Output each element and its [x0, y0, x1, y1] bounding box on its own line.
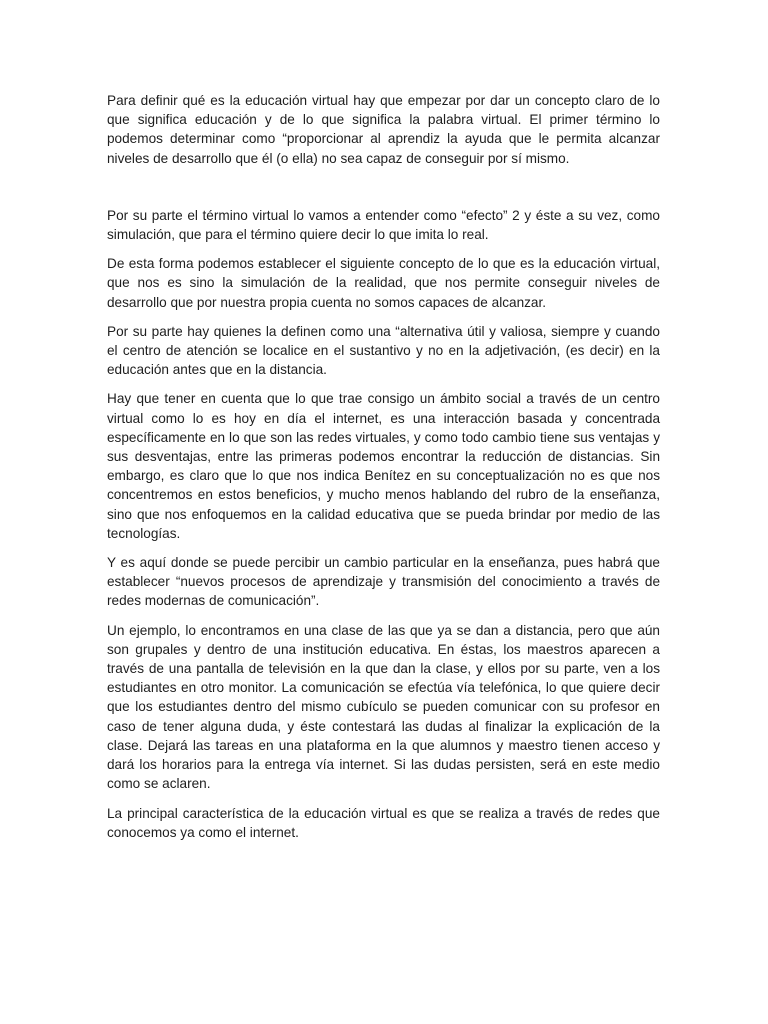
paragraph-concept: De esta forma podemos establecer el siguiente concepto de lo que es la educación virtual, que nos es sino la simulación de la realidad, que nos permite conseguir niveles de desarrollo que por nuestra propia cuenta no somos capaces de alcanzar. [107, 256, 660, 310]
paragraph-teaching-change: Y es aquí donde se puede percibir un cambio particular en la enseñanza, pues habrá que establecer “nuevos procesos de aprendizaje y transmisión del conocimiento a través de redes modernas de comunicación”. [107, 555, 660, 609]
paragraph-example: Un ejemplo, lo encontramos en una clase de las que ya se dan a distancia, pero que aún son grupales y dentro de una institución educativa. En éstas, los maestros aparecen a través de una pantalla de televisión en la que dan la clase, y ellos por su parte, ven a los estudiantes en otro monitor. La comunicación se efectúa vía telefónica, lo que quiere decir que los estudiantes dentro del mismo cubículo se pueden comunicar con su profesor en caso de tener alguna duda, y éste contestará las dudas al finalizar la explicación de la clase. Dejará las tareas en una plataforma en la que alumnos y maestro tienen acceso y dará los horarios para la entrega vía internet. Si las dudas persisten, será en este medio como se aclaren. [107, 622, 660, 792]
paragraph-virtual-term: Por su parte el término virtual lo vamos a entender como “efecto” 2 y éste a su vez, como simulación, que para el término quiere decir lo que imita lo real. [107, 207, 660, 243]
paragraph-alternative-definition: Por su parte hay quienes la definen como una “alternativa útil y valiosa, siempre y cuando el centro de atención se localice en el sustantivo y no en la adjetivación, (es decir) en la educación antes que en la distancia. [107, 323, 660, 378]
paragraph-main-characteristic: La principal característica de la educación virtual es que se realiza a través de redes que conocemos ya como el internet. [107, 805, 660, 840]
paragraph-definition-intro: Para definir qué es la educación virtual hay que empezar por dar un concepto claro de lo que significa educación y de lo que significa la palabra virtual. El primer término lo podemos determinar como “proporcionar al aprendiz la ayuda que le permita alcanzar niveles de desarrollo que él (o ella) no sea capaz de conseguir por sí mismo. [107, 93, 660, 166]
paragraph-social-context: Hay que tener en cuenta que lo que trae consigo un ámbito social a través de un centro virtual como lo es hoy en día el internet, es una interacción basada y concentrada específicamente en lo que son las redes virtuales, y como todo cambio tiene sus ventajas y sus desventajas, entre las primeras podemos encontrar la reducción de distancias. Sin embargo, es claro que lo que nos indica Benítez en su conceptualización no es que nos concentremos en estos beneficios, y mucho menos hablando del rubro de la enseñanza, sino que nos enfoquemos en la calidad educativa que se pueda brindar por medio de las tecnologías. [107, 391, 660, 541]
document-body [107, 91, 660, 852]
